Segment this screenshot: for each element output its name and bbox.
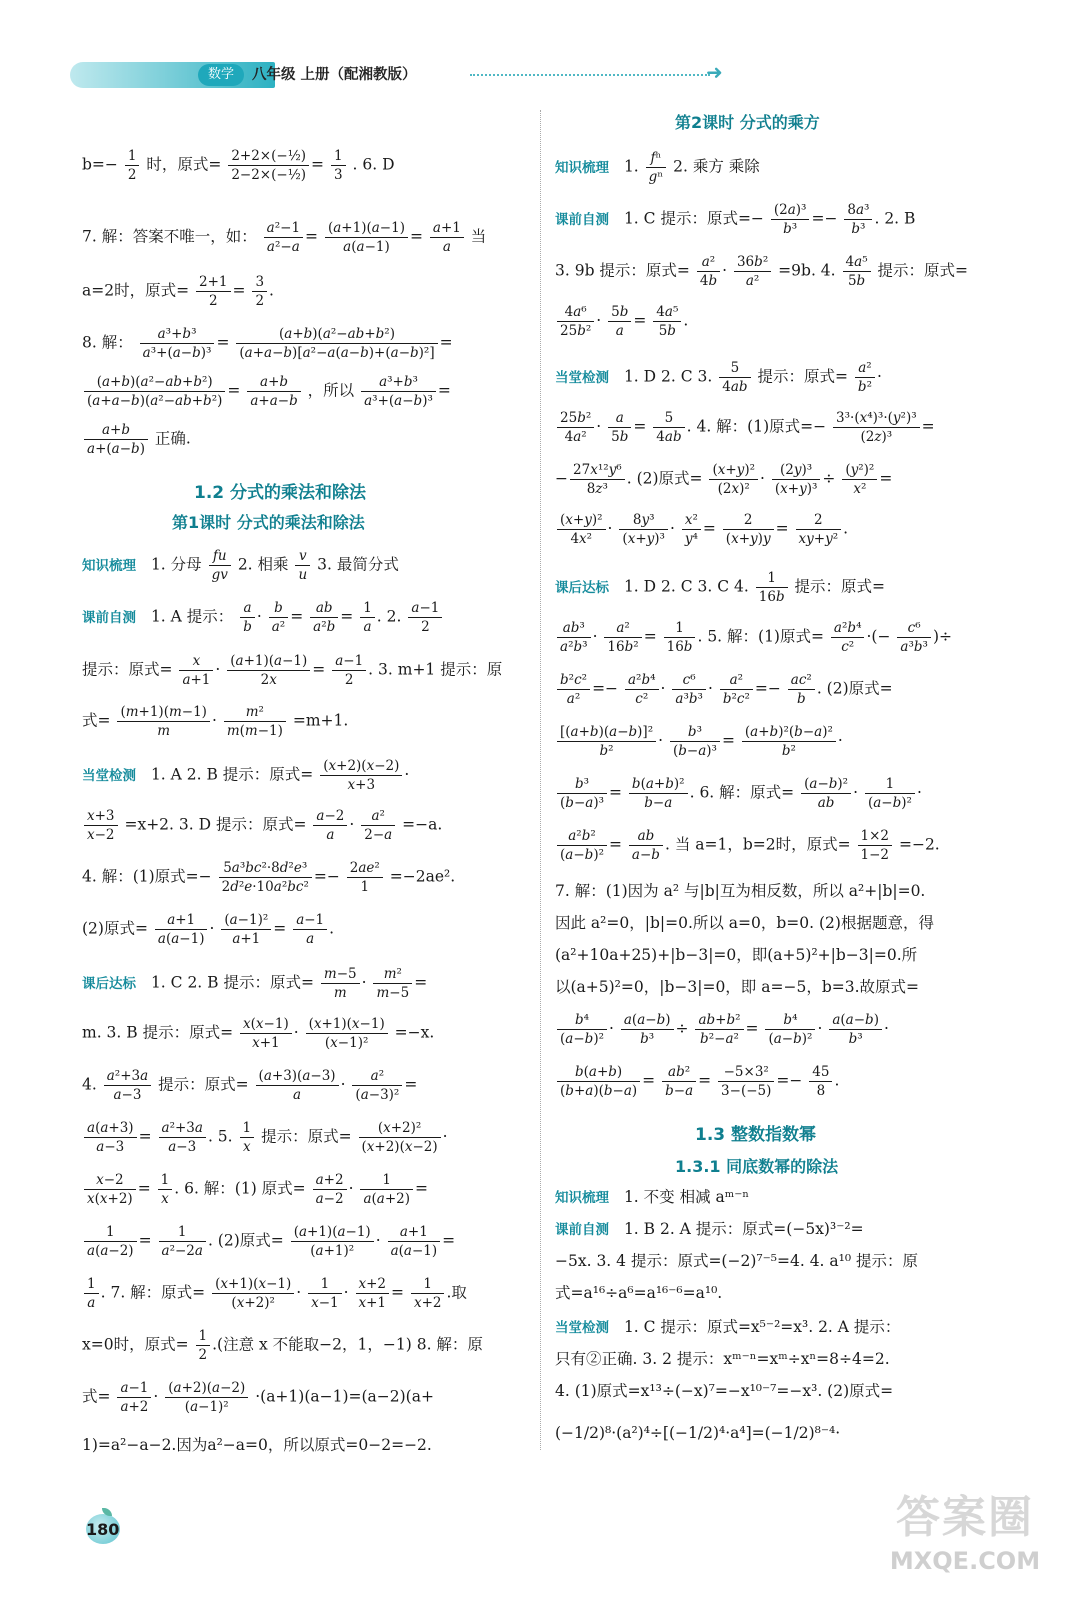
fraction: $\frac{\text{a²}}{\text{b²}}$ <box>855 360 875 395</box>
text: (2)原式= <box>636 469 703 488</box>
lesson-title: 第2课时 分式的乘方 <box>675 113 820 132</box>
fraction: $\frac{a-1}{a}$ <box>293 912 327 947</box>
fraction: $\frac{a-1}{2}$ <box>408 600 442 635</box>
text: 8. 解： <box>82 333 133 352</box>
section-label: 当堂检测 <box>555 369 609 386</box>
text: 2. B <box>884 209 916 228</box>
fraction: $\frac{\text{a³+b³}}{\text{a³+(a−b)³}}$ <box>361 374 436 409</box>
answer-line: 7. 解：(1)因为 a² 与|b|互为相反数，所以 a²+|b|=0. <box>555 882 926 900</box>
answer-line: 3. 9b 提示：原式= $\frac{\text{a²}}{4b}$ · $\frac{\text{36b²}}{\text{a²}}$ =9b. 4. $\frac{\text{4a⁵}}{5b}$ 提示：原式= <box>555 254 969 290</box>
fraction: $\frac{(a+3)(a-3)}{a}$ <box>256 1068 339 1103</box>
page-number-text: 180 <box>86 1520 120 1539</box>
answer-line: $\frac{a(a+3)}{a-3}$ = $\frac{\text{a²+3a}}{a-3}$ . 5. $\frac{1}{x}$ 提示：原式= $\frac{\text{(x+2)²}}{(x+2)(x-2)}$ · <box>82 1120 448 1155</box>
arrow-right-icon: ➜ <box>706 60 723 84</box>
fraction: $\frac{ab}{a-b}$ <box>629 828 663 863</box>
fraction: $\frac{a+1}{a(a-1)}$ <box>388 1224 441 1259</box>
answer-line: 4. 解：(1)原式=− $\frac{\text{5a³bc²·8d²e³}}{\text{2d²e·10a²bc²}}$ =− $\frac{\text{2ae²}}{1}$ =−2ae². <box>82 860 456 896</box>
header-banner <box>70 62 275 88</box>
text: 4. 解：(1)原式=− <box>82 867 212 886</box>
fraction: $\frac{\text{(a−1)²}}{a+1}$ <box>221 912 271 947</box>
text: 6. 解：原式= <box>699 783 795 802</box>
fraction: $\frac{1}{a(a-2)}$ <box>84 1224 137 1259</box>
text: 7. 解：原式= <box>110 1283 206 1302</box>
text: b=− <box>82 155 118 174</box>
answer-line <box>82 548 399 583</box>
text: 当 a=1，b=2时，原式= <box>674 835 851 854</box>
page-number <box>80 1508 132 1548</box>
fraction: $\frac{\text{c⁶}}{\text{a³b³}}$ <box>672 672 706 707</box>
text: 1. 不变 相减 aᵐ⁻ⁿ <box>623 1188 750 1206</box>
answer-line: 因此 a²=0，|b|=0.所以 a=0，b=0. (2)根据题意，得 <box>555 914 934 932</box>
text: =x+2. 3. D 提示：原式= <box>124 815 307 834</box>
answer-line: $\frac{x-2}{x(x+2)}$ = $\frac{1}{x}$ . 6. 解：(1) 原式= $\frac{a+2}{a-2}$ · $\frac{1}{a(a+2)}$ = <box>82 1172 428 1207</box>
text: 正确. <box>154 429 191 448</box>
answer-line: (−1/2)⁸·(a²)⁴÷[(−1/2)⁴·a⁴]=(−1/2)⁸⁻⁴· <box>555 1424 841 1442</box>
answer-line <box>555 570 885 605</box>
fraction: $\frac{1}{a(a+2)}$ <box>360 1172 413 1207</box>
text: 1. C 2. B 提示：原式= <box>150 973 314 992</box>
fraction: $\frac{a-1}{a+2}$ <box>117 1380 151 1415</box>
section-label: 知识梳理 <box>555 1190 609 1206</box>
answer-line: $\frac{\text{ab³}}{\text{a²b³}}$ · $\frac{\text{a²}}{\text{16b²}}$ = $\frac{1}{16b}$ . 5. 解：(1)原式= $\frac{\text{a²b⁴}}{\text{c²}}$ ·(− $\frac{\text{c⁶}}{\text{a³b³}}$ )÷ <box>555 620 952 655</box>
section-label: 课前自测 <box>82 609 136 626</box>
text: =9b. 4. <box>778 261 836 280</box>
text: 1. A 2. B 提示：原式= <box>150 765 314 784</box>
fraction: $\frac{\text{4a⁵}}{5b}$ <box>653 304 681 339</box>
book-title: 八年级 上册（配湘教版） <box>252 67 417 83</box>
fraction: $\frac{\text{c⁶}}{\text{a³b³}}$ <box>897 620 931 655</box>
text: =−2. <box>898 835 940 854</box>
fraction: $\frac{1}{a}$ <box>84 1276 99 1311</box>
fraction: $\frac{x}{a+1}$ <box>179 653 213 688</box>
fraction: $\frac{\text{b³}}{\text{(b−a)³}}$ <box>557 776 607 811</box>
fraction: $\frac{\text{b²c²}}{\text{a²}}$ <box>557 672 590 707</box>
section-label: 知识梳理 <box>555 159 609 176</box>
answer-line: 当堂检测 1. D 2. C 3. $\frac{5}{4ab}$ 提示：原式= $\frac{\text{a²}}{\text{b²}}$ · <box>555 360 882 396</box>
answer-line: 1)=a²−a−2.因为a²−a=0，所以原式=0−2=−2. <box>82 1436 432 1454</box>
answer-line: (2)原式= $\frac{a+1}{a(a-1)}$ · $\frac{\text{(a−1)²}}{a+1}$ = $\frac{a-1}{a}$ . <box>82 912 335 948</box>
fraction: $\frac{\text{(x+2)²}}{(x+2)(x-2)}$ <box>359 1120 441 1155</box>
answer-line: $\frac{\text{[(a+b)(a−b)]²}}{\text{b²}}$ · $\frac{\text{b³}}{\text{(b−a)³}}$ = $\frac{\text{(a+b)²(b−a)²}}{\text{b²}}$ · <box>555 724 843 759</box>
fraction: $\frac{\text{a³+b³}}{\text{a³+(a−b)³}}$ <box>140 326 215 361</box>
fraction: $\frac{\text{ab³}}{\text{a²b³}}$ <box>557 620 591 655</box>
fraction: $\frac{\text{b(a+b)²}}{b-a}$ <box>629 776 688 811</box>
answer-line <box>82 1328 483 1363</box>
answer-line: $\frac{\text{b³}}{\text{(b−a)³}}$ = $\frac{\text{b(a+b)²}}{b-a}$ . 6. 解：原式= $\frac{\text{(a−b)²}}{ab}$ · $\frac{1}{\text{(a−b)²}}$ · <box>555 776 922 811</box>
fraction: $\frac{\text{ac²}}{b}$ <box>788 672 815 707</box>
text: 提示：原式= <box>794 577 886 596</box>
answer-line: (a²+10a+25)+|b−3|=0，即(a+5)²+|b−3|=0.所 <box>555 946 918 964</box>
fraction: $\frac{45}{8}$ <box>809 1064 832 1099</box>
fraction: $\frac{1}{2}$ <box>125 148 140 183</box>
fraction: $\frac{\text{2+2×(−½)}}{\text{2−2×(−½)}}$ <box>228 148 309 183</box>
fraction: $\frac{\text{−5×3²}}{3-(-5)}$ <box>718 1064 774 1099</box>
answer-line: $\frac{\text{(a+b)(a²−ab+b²)}}{\text{(a+a−b)(a²−ab+b²)}}$ = $\frac{a+b}{a+a-b}$ ，所以 $\frac{\text{a³+b³}}{\text{a³+(a−b)³}}$ = <box>82 374 451 409</box>
section-label: 课后达标 <box>82 975 136 992</box>
fraction: $\frac{\text{(2y)³}}{\text{(x+y)³}}$ <box>772 462 821 497</box>
fraction: $\frac{\text{36b²}}{\text{a²}}$ <box>734 254 771 289</box>
fraction: $\frac{1}{3}$ <box>331 148 346 183</box>
text: 提示：原式= <box>261 1127 352 1146</box>
text: a=2时，原式= <box>82 281 190 300</box>
fraction: $\frac{\text{(a+b)²(b−a)²}}{\text{b²}}$ <box>742 724 836 759</box>
answer-line: $\frac{1}{a}$ . 7. 解：原式= $\frac{(x+1)(x-1)}{\text{(x+2)²}}$ · $\frac{1}{x-1}$ · $\frac{x+2}{x+1}$ = $\frac{1}{x+2}$ .取 <box>82 1276 467 1311</box>
fraction: $\frac{fu}{gv}$ <box>209 548 231 583</box>
fraction: $\frac{(a+2)(a-2)}{\text{(a−1)²}}$ <box>165 1380 248 1415</box>
fraction: $\frac{\text{5a³bc²·8d²e³}}{\text{2d²e·10a²bc²}}$ <box>219 860 312 895</box>
column-divider <box>540 110 541 1450</box>
fraction: $\frac{\text{[(a+b)(a−b)]²}}{\text{b²}}$ <box>557 724 656 759</box>
text: 1. <box>623 157 639 176</box>
fraction: $\frac{\text{x²}}{\text{y⁴}}$ <box>682 512 701 547</box>
text: 5. 解：(1)原式= <box>707 627 824 646</box>
fraction: $\frac{\text{m²}}{m-5}$ <box>373 966 412 1001</box>
answer-line: 4. $\frac{\text{a²+3a}}{a-3}$ 提示：原式= $\frac{(a+3)(a-3)}{a}$ · $\frac{\text{a²}}{\text{(a−3)²}}$ = <box>82 1068 418 1104</box>
answer-line: 课前自测 1. A 提示： $\frac{a}{b}$ · $\frac{b}{\text{a²}}$ = $\frac{ab}{\text{a²b}}$ = $\frac{1}{a}$ . 2. $\frac{a-1}{2}$ <box>82 600 444 635</box>
section-label: 课后达标 <box>555 579 609 596</box>
fraction: $\frac{2}{(x+y)y}$ <box>723 512 774 547</box>
fraction: $\frac{\text{8y³}}{\text{(x+y)³}}$ <box>619 512 668 547</box>
text: 1. D 2. C 3. <box>623 367 713 386</box>
answer-line <box>555 150 760 185</box>
lesson-title: 第1课时 分式的乘法和除法 <box>172 513 365 532</box>
fraction: $\frac{x(x-1)}{x+1}$ <box>240 1016 292 1051</box>
text: =−a. <box>402 815 443 834</box>
fraction: $\frac{a-2}{a}$ <box>313 808 347 843</box>
fraction: $\frac{1}{x}$ <box>240 1120 255 1155</box>
fraction: $\frac{\text{a²}}{2-a}$ <box>361 808 395 843</box>
fraction: $\frac{x+2}{x+1}$ <box>356 1276 390 1311</box>
fraction: $\frac{a}{b}$ <box>240 600 255 635</box>
fraction: $\frac{1}{x}$ <box>158 1172 173 1207</box>
watermark-logo: 答案圈 <box>896 1492 1034 1543</box>
fraction: $\frac{\text{(a−b)²}}{ab}$ <box>801 776 851 811</box>
fraction: $\frac{\text{(a+b)(a²−ab+b²)}}{\text{(a+a−b)[a²−a(a−b)+(a−b)²]}}$ <box>236 326 437 361</box>
answer-line <box>82 422 191 457</box>
text: 1. C 提示：原式=− <box>623 209 764 228</box>
text: 当 <box>470 227 487 246</box>
answer-line <box>555 1220 864 1239</box>
fraction: $\frac{\text{b³}}{\text{(b−a)³}}$ <box>670 724 720 759</box>
fraction: $\frac{2+1}{2}$ <box>196 274 231 309</box>
fraction: $\frac{1\times 2}{1-2}$ <box>858 828 893 863</box>
fraction: $\frac{\text{fⁿ}}{\text{gⁿ}}$ <box>646 150 667 185</box>
answer-line: 课前自测 1. C 提示：原式=− $\frac{\text{(2a)³}}{\text{b³}}$ =− $\frac{\text{8a³}}{\text{b³}}$ . 2. B <box>555 202 916 238</box>
text: 式= <box>82 1387 111 1406</box>
section-title: 1.2 分式的乘法和除法 <box>194 483 367 503</box>
text: =−2ae². <box>389 867 456 886</box>
fraction: $\frac{1}{\text{a²−2a}}$ <box>159 1224 206 1259</box>
answer-line: 8. 解： $\frac{\text{a³+b³}}{\text{a³+(a−b)³}}$ = $\frac{\text{(a+b)(a²−ab+b²)}}{\text{(a+a−b)[a²−a(a−b)+(a−b)²]}}$ = <box>82 326 453 362</box>
text: 1. C 提示：原式=x⁵⁻²=x³. 2. A 提示： <box>623 1318 901 1336</box>
answer-line: $\frac{\text{b⁴}}{\text{(a−b)²}}$ · $\frac{a(a-b)}{\text{b³}}$ ÷ $\frac{\text{ab+b²}}{\text{b²−a²}}$ = $\frac{\text{b⁴}}{\text{(a−b)²}}$ · $\frac{a(a-b)}{\text{b³}}$ · <box>555 1012 889 1047</box>
fraction: $\frac{5b}{a}$ <box>608 304 631 339</box>
text: (2)原式= <box>826 679 893 698</box>
fraction: $\frac{\text{(y²)²}}{\text{x²}}$ <box>842 462 877 497</box>
text: 提示：原式= <box>82 660 173 679</box>
fraction: $\frac{(a+1)(a-1)}{\text{(a+1)²}}$ <box>291 1224 374 1259</box>
section-label: 知识梳理 <box>82 557 136 574</box>
fraction: $\frac{\text{ab+b²}}{\text{b²−a²}}$ <box>695 1012 743 1047</box>
fraction: $\frac{\text{a²}}{\text{(a−3)²}}$ <box>352 1068 402 1103</box>
answer-line: − $\frac{\text{27x¹²y⁶}}{\text{8z³}}$ . (2)原式= $\frac{\text{(x+y)²}}{\text{(2x)²}}$ · $\frac{\text{(2y)³}}{\text{(x+y)³}}$ ÷ $\frac{\text{(y²)²}}{\text{x²}}$ = <box>555 462 893 498</box>
answer-line: 以(a+5)²=0，|b−3|=0，即 a=−5，b=3.故原式= <box>555 978 920 996</box>
fraction: $\frac{1}{x-1}$ <box>308 1276 342 1311</box>
answer-line: $\frac{\text{25b²}}{\text{4a²}}$ · $\frac{a}{5b}$ = $\frac{5}{4ab}$ . 4. 解：(1)原式=− $\frac{\text{3³·(x⁴)³·(y²)³}}{\text{(2z)³}}$ = <box>555 410 935 445</box>
fraction: $\frac{(m+1)(m-1)}{m}$ <box>117 704 210 739</box>
fraction: $\frac{1}{x+2}$ <box>411 1276 445 1311</box>
fraction: $\frac{a+b}{a+a-b}$ <box>247 374 300 409</box>
answer-line: 4. (1)原式=x¹³÷(−x)⁷=−x¹⁰⁻⁷=−x³. (2)原式= <box>555 1382 894 1400</box>
fraction: $\frac{a(a-b)}{\text{b³}}$ <box>829 1012 882 1047</box>
fraction: $\frac{5}{4ab}$ <box>653 410 684 445</box>
text: 6. 解：(1) 原式= <box>184 1179 306 1198</box>
section-label: 课前自测 <box>555 1222 609 1238</box>
section-title: 1.3 整数指数幂 <box>695 1125 817 1145</box>
fraction: $\frac{\text{b⁴}}{\text{(a−b)²}}$ <box>557 1012 607 1047</box>
text: m. 3. B 提示：原式= <box>82 1023 234 1042</box>
answer-line: 7. 解：答案不唯一，如： $\frac{\text{a²−1}}{\text{a²−a}}$ = $\frac{(a+1)(a-1)}{a(a-1)}$ = $\frac{a+1}{a}$ 当 <box>82 220 487 256</box>
fraction: $\frac{v}{u}$ <box>295 548 310 583</box>
text: 3. m+1 提示：原 <box>378 660 503 679</box>
answer-line: 式= $\frac{a-1}{a+2}$ · $\frac{(a+2)(a-2)}{\text{(a−1)²}}$ ·(a+1)(a−1)=(a−2)(a+ <box>82 1380 434 1416</box>
text: 4. 解：(1)原式=− <box>696 417 827 436</box>
fraction: $\frac{1}{2}$ <box>196 1328 211 1363</box>
fraction: $\frac{\text{27x¹²y⁶}}{\text{8z³}}$ <box>570 462 625 497</box>
fraction: $\frac{a-1}{2}$ <box>332 653 366 688</box>
fraction: $\frac{\text{a²}}{\text{16b²}}$ <box>604 620 641 655</box>
fraction: $\frac{b(a+b)}{(b+a)(b-a)}$ <box>557 1064 640 1099</box>
fraction: $\frac{\text{a²+3a}}{a-3}$ <box>159 1120 206 1155</box>
fraction: $\frac{\text{a²b⁴}}{\text{c²}}$ <box>625 672 659 707</box>
answer-line: 式=a¹⁶÷a⁶=a¹⁶⁻⁶=a¹⁰. <box>555 1284 723 1302</box>
text: 取 <box>451 1283 467 1302</box>
fraction: $\frac{1}{16b}$ <box>664 620 696 655</box>
section-label: 当堂检测 <box>555 1320 609 1336</box>
answer-line: −5x. 3. 4 提示：原式=(−2)⁷⁻⁵=4. 4. a¹⁰ 提示：原 <box>555 1252 919 1270</box>
fraction: $\frac{\text{2ae²}}{1}$ <box>347 860 383 895</box>
watermark <box>880 1490 1050 1590</box>
answer-line: 只有②正确. 3. 2 提示：xᵐ⁻ⁿ=xᵐ÷xⁿ=8÷4=2. <box>555 1350 890 1368</box>
fraction: $\frac{a(a-b)}{\text{b³}}$ <box>621 1012 674 1047</box>
text: 7. 解：答案不唯一，如： <box>82 227 257 246</box>
text: 提示：原式= <box>158 1075 249 1094</box>
fraction: $\frac{ab}{\text{a²b}}$ <box>310 600 338 635</box>
text: 3. 9b 提示：原式= <box>555 261 690 280</box>
fraction: $\frac{b}{\text{a²}}$ <box>269 600 288 635</box>
text: .(注意 x 不能取−2，1，−1) 8. 解：原 <box>212 1335 483 1354</box>
text: =m+1. <box>292 711 349 730</box>
watermark-url: MXQE.COM <box>889 1547 1041 1575</box>
text: 2. <box>386 607 402 626</box>
fraction: $\frac{a}{5b}$ <box>608 410 631 445</box>
fraction: $\frac{\text{(x+y)²}}{\text{4x²}}$ <box>557 512 606 547</box>
text: x=0时，原式= <box>82 1335 189 1354</box>
fraction: $\frac{1}{\text{(a−b)²}}$ <box>865 776 915 811</box>
fraction: $\frac{\text{8a³}}{\text{b³}}$ <box>844 202 872 237</box>
fraction: $\frac{a(a+3)}{a-3}$ <box>84 1120 137 1155</box>
fraction: $\frac{\text{m²}}{m(m-1)}$ <box>224 704 286 739</box>
text: 2. 相乘 <box>237 555 289 574</box>
text: (2)原式= <box>217 1231 284 1250</box>
fraction: $\frac{a+2}{a-2}$ <box>313 1172 347 1207</box>
fraction: $\frac{x-2}{x(x+2)}$ <box>84 1172 136 1207</box>
text: 4. <box>82 1075 97 1094</box>
fraction: $\frac{a+b}{a+(a-b)}$ <box>84 422 148 457</box>
text: =−x. <box>394 1023 435 1042</box>
text: 1. B 2. A 提示：原式=(−5x)³⁻²= <box>623 1220 864 1238</box>
fraction: $\frac{2}{\text{xy+y²}}$ <box>796 512 842 547</box>
answer-line <box>555 1188 749 1207</box>
page-header <box>70 52 750 100</box>
answer-line: b=− $\frac{1}{2}$ 时，原式= $\frac{\text{2+2×(−½)}}{\text{2−2×(−½)}}$ = $\frac{1}{3}$ . 6. D <box>82 148 395 184</box>
fraction: $\frac{a+1}{a}$ <box>430 220 464 255</box>
answer-line: 课后达标 1. C 2. B 提示：原式= $\frac{m-5}{m}$ · $\frac{\text{m²}}{m-5}$ = <box>82 966 428 1002</box>
fraction: $\frac{(x+2)(x-2)}{x+3}$ <box>320 758 402 793</box>
answer-line: $\frac{\text{a²b²}}{\text{(a−b)²}}$ = $\frac{ab}{a-b}$ . 当 a=1，b=2时，原式= $\frac{1\times 2}{1-2}$ =−2. <box>555 828 940 863</box>
section-label: 课前自测 <box>555 211 609 228</box>
subject-badge: 数学 <box>198 64 244 86</box>
fraction: $\frac{\text{a²}}{\text{b²c²}}$ <box>720 672 753 707</box>
fraction: $\frac{\text{4a⁶}}{\text{25b²}}$ <box>557 304 594 339</box>
answer-line: $\frac{1}{a(a-2)}$ = $\frac{1}{\text{a²−2a}}$ . (2)原式= $\frac{(a+1)(a-1)}{\text{(a+1)²}}$ · $\frac{a+1}{a(a-1)}$ = <box>82 1224 455 1259</box>
lesson-title: 1.3.1 同底数幂的除法 <box>675 1157 839 1176</box>
text: 1. A 提示： <box>150 607 234 626</box>
text: ，所以 <box>307 381 355 400</box>
answer-line: a=2时，原式= $\frac{2+1}{2}$ = $\frac{3}{2}$ . <box>82 274 274 310</box>
fraction: $\frac{1}{16b}$ <box>756 570 788 605</box>
fraction: $\frac{\text{25b²}}{\text{4a²}}$ <box>557 410 594 445</box>
fraction: $\frac{(x+1)(x-1)}{\text{(x−1)²}}$ <box>306 1016 388 1051</box>
fraction: $\frac{\text{4a⁵}}{5b}$ <box>843 254 871 289</box>
fraction: $\frac{5}{4ab}$ <box>719 360 750 395</box>
fraction: $\frac{1}{a}$ <box>360 600 375 635</box>
answer-line: $\frac{b(a+b)}{(b+a)(b-a)}$ = $\frac{\text{ab²}}{b-a}$ = $\frac{\text{−5×3²}}{3-(-5)}$ =− $\frac{45}{8}$ . <box>555 1064 839 1099</box>
text: 提示：原式= <box>757 367 848 386</box>
fraction: $\frac{x+3}{x-2}$ <box>84 808 118 843</box>
fraction: $\frac{\text{(x+y)²}}{\text{(2x)²}}$ <box>709 462 758 497</box>
text: 时，原式= <box>146 155 222 174</box>
fraction: $\frac{\text{a²b²}}{\text{(a−b)²}}$ <box>557 828 607 863</box>
text: 3. 最简分式 <box>317 555 399 574</box>
text: 5. <box>217 1127 233 1146</box>
text: ·(a+1)(a−1)=(a−2)(a+ <box>255 1387 434 1406</box>
text: (2)原式= <box>82 919 148 938</box>
answer-line <box>555 1318 900 1337</box>
text: . 6. D <box>352 155 395 174</box>
text: 提示：原式= <box>877 261 969 280</box>
fraction: $\frac{a+1}{a(a-1)}$ <box>155 912 208 947</box>
fraction: $\frac{\text{a²−1}}{\text{a²−a}}$ <box>264 220 303 255</box>
fraction: $\frac{\text{(a+b)(a²−ab+b²)}}{\text{(a+a−b)(a²−ab+b²)}}$ <box>84 374 225 409</box>
fraction: $\frac{\text{b⁴}}{\text{(a−b)²}}$ <box>765 1012 815 1047</box>
fraction: $\frac{(a+1)(a-1)}{2x}$ <box>227 653 310 688</box>
answer-line: 提示：原式= $\frac{x}{a+1}$ · $\frac{(a+1)(a-1)}{2x}$ = $\frac{a-1}{2}$ . 3. m+1 提示：原 <box>82 653 503 689</box>
fraction: $\frac{\text{3³·(x⁴)³·(y²)³}}{\text{(2z)³}}$ <box>833 410 920 445</box>
header-dotted-line <box>470 74 710 76</box>
section-label: 当堂检测 <box>82 767 136 784</box>
fraction: $\frac{\text{a²}}{4b}$ <box>697 254 720 289</box>
fraction: $\frac{\text{ab²}}{b-a}$ <box>662 1064 696 1099</box>
answer-line: $\frac{\text{4a⁶}}{\text{25b²}}$ · $\frac{5b}{a}$ = $\frac{\text{4a⁵}}{5b}$ . <box>555 304 688 339</box>
fraction: $\frac{m-5}{m}$ <box>321 966 360 1001</box>
answer-line: 当堂检测 1. A 2. B 提示：原式= $\frac{(x+2)(x-2)}{x+3}$ · <box>82 758 410 794</box>
answer-line: $\frac{\text{(x+y)²}}{\text{4x²}}$ · $\frac{\text{8y³}}{\text{(x+y)³}}$ · $\frac{\text{x²}}{\text{y⁴}}$ = $\frac{2}{(x+y)y}$ = $\frac{2}{\text{xy+y²}}$ . <box>555 512 848 547</box>
answer-line: m. 3. B 提示：原式= $\frac{x(x-1)}{x+1}$ · $\frac{(x+1)(x-1)}{\text{(x−1)²}}$ =−x. <box>82 1016 435 1052</box>
answer-line: $\frac{x+3}{x-2}$ =x+2. 3. D 提示：原式= $\frac{a-2}{a}$ · $\frac{\text{a²}}{2-a}$ =−a. <box>82 808 442 843</box>
answer-line: 式= $\frac{(m+1)(m-1)}{m}$ · $\frac{\text{m²}}{m(m-1)}$ =m+1. <box>82 704 349 740</box>
text: 2. 乘方 乘除 <box>673 157 760 176</box>
answer-line: $\frac{\text{b²c²}}{\text{a²}}$ =− $\frac{\text{a²b⁴}}{\text{c²}}$ · $\frac{\text{c⁶}}{\text{a³b³}}$ · $\frac{\text{a²}}{\text{b²c²}}$ =− $\frac{\text{ac²}}{b}$ . (2)原式= <box>555 672 893 707</box>
text: 1. 分母 <box>150 555 202 574</box>
text: 式= <box>82 711 111 730</box>
text: 1. D 2. C 3. C 4. <box>623 577 749 596</box>
fraction: $\frac{(a+1)(a-1)}{a(a-1)}$ <box>325 220 408 255</box>
fraction: $\frac{\text{a²+3a}}{a-3}$ <box>104 1068 151 1103</box>
fraction: $\frac{\text{a²b⁴}}{\text{c²}}$ <box>831 620 865 655</box>
fraction: $\frac{\text{(2a)³}}{\text{b³}}$ <box>771 202 810 237</box>
fraction: $\frac{3}{2}$ <box>252 274 267 309</box>
fraction: $\frac{(x+1)(x-1)}{\text{(x+2)²}}$ <box>212 1276 294 1311</box>
